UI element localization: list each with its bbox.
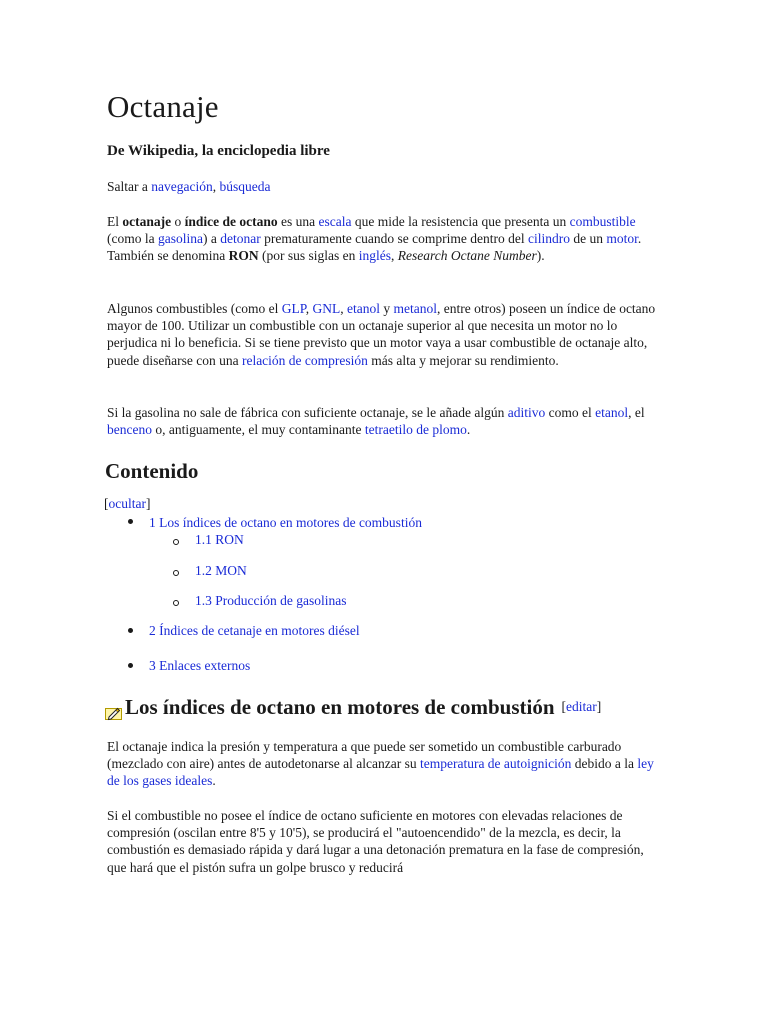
text: o	[171, 214, 185, 229]
text: Si la gasolina no sale de fábrica con suficiente octanaje, se le añade algún	[107, 405, 508, 420]
bold-term-indice: índice de octano	[184, 214, 278, 229]
toc-hide-link[interactable]: ocultar	[108, 496, 146, 511]
toc-toggle	[104, 495, 150, 512]
additives-paragraph	[107, 404, 659, 438]
text: ,	[305, 301, 313, 316]
text: Si el combustible no posee el índice de octano suficiente en motores con elevadas relaciones de compresión (oscilan entre 8'5 y 10'5), se producirá el "autoencendido" de la mezcla, es decir, la combustión es demasiado rápida y dará lugar a una detonación prematura en la fase de compresión, que hará que el pistón sufra un golpe brusco y reducirá	[107, 808, 644, 875]
section-paragraph-2	[107, 807, 659, 876]
bullet-circle-icon	[173, 539, 179, 545]
text: es una	[277, 214, 319, 229]
link-metanol[interactable]: metanol	[393, 301, 437, 316]
toc-item-1-1[interactable]: 1.1 RON	[195, 532, 244, 547]
link-gasolina[interactable]: gasolina	[157, 231, 203, 247]
bullet-disc-icon	[128, 663, 133, 668]
toc-item-1[interactable]: 1 Los índices de octano en motores de combustión	[149, 515, 422, 530]
text: ) a	[202, 231, 221, 247]
link-motor[interactable]: motor	[606, 231, 638, 247]
link-escala[interactable]: escala	[318, 214, 352, 229]
text: .	[212, 773, 216, 789]
bullet-circle-icon	[173, 570, 179, 576]
toc-item-1-3[interactable]: 1.3 Producción de gasolinas	[195, 593, 347, 608]
link-glp[interactable]: GLP	[281, 301, 306, 316]
bracket: ]	[596, 699, 602, 714]
intro-paragraph	[107, 213, 659, 265]
jump-prefix: Saltar a	[107, 179, 152, 194]
text: . También se denomina	[107, 231, 642, 264]
text: , el	[628, 405, 645, 420]
fuels-paragraph	[107, 300, 659, 369]
link-benceno[interactable]: benceno	[107, 422, 152, 438]
section-paragraph-1	[107, 738, 659, 790]
text: ,	[340, 301, 347, 316]
text: (como la	[107, 231, 158, 247]
link-ingles[interactable]: inglés	[358, 248, 392, 264]
text: más alta y mejorar su rendimiento.	[367, 352, 559, 368]
bullet-circle-icon	[173, 600, 179, 606]
section-title: Los índices de octano en motores de combustión	[125, 695, 555, 719]
italic-english-name: Research Octane Number	[397, 248, 537, 264]
bold-term-ron: RON	[228, 248, 259, 264]
page-subtitle: De Wikipedia, la enciclopedia libre	[107, 143, 330, 159]
toc-item-1-2[interactable]: 1.2 MON	[195, 563, 247, 578]
text: ,	[391, 248, 398, 264]
text: .	[466, 422, 471, 438]
jump-separator: ,	[212, 179, 220, 194]
search-link[interactable]: búsqueda	[219, 179, 271, 194]
link-gnl[interactable]: GNL	[312, 301, 341, 316]
bullet-disc-icon	[128, 628, 133, 633]
text: y	[380, 301, 394, 316]
section-heading	[105, 694, 601, 720]
bold-term-octanaje: octanaje	[122, 214, 172, 229]
link-tetraetilo-plomo[interactable]: tetraetilo de plomo	[364, 422, 467, 438]
page-title: Octanaje	[107, 89, 219, 124]
edit-section	[562, 694, 602, 720]
pencil-icon	[105, 701, 123, 715]
toc-title: Contenido	[105, 459, 199, 483]
text: ).	[536, 248, 545, 264]
link-ley-gases-ideales[interactable]: ley de los gases ideales	[107, 756, 654, 789]
text: El	[107, 214, 123, 229]
bracket: ]	[145, 496, 151, 511]
navigation-link[interactable]: navegación	[151, 179, 213, 194]
text: debido a la	[571, 756, 638, 772]
text: de un	[570, 231, 607, 247]
link-etanol[interactable]: etanol	[595, 405, 629, 420]
toc-item-3[interactable]: 3 Enlaces externos	[149, 658, 251, 673]
bracket: [	[104, 496, 109, 511]
toc-item-2[interactable]: 2 Índices de cetanaje en motores diésel	[149, 623, 360, 638]
edit-link[interactable]: editar	[566, 699, 597, 714]
text: El octanaje indica la presión y temperatura a que puede ser sometido un combustible carburado (mezclado con aire) antes de autodetonarse al alcanzar su	[107, 739, 622, 772]
text: (por sus siglas en	[258, 248, 359, 264]
jump-links	[107, 178, 270, 195]
link-cilindro[interactable]: cilindro	[528, 231, 570, 247]
link-temperatura-autoignicion[interactable]: temperatura de autoignición	[419, 756, 572, 772]
bracket: [	[561, 699, 567, 714]
link-etanol[interactable]: etanol	[347, 301, 380, 316]
link-aditivo[interactable]: aditivo	[507, 405, 546, 420]
link-detonar[interactable]: detonar	[220, 231, 261, 247]
text: como el	[545, 405, 596, 420]
link-relacion-compresion[interactable]: relación de compresión	[241, 352, 368, 368]
link-combustible[interactable]: combustible	[569, 214, 636, 229]
text: que mide la resistencia que presenta un	[351, 214, 570, 229]
text: Algunos combustibles (como el	[107, 301, 282, 316]
text: , entre otros) poseen un índice de octano mayor de 100. Utilizar un combustible con un octanaje superior al que necesita un motor no lo perjudica ni lo beneficia. Si se tiene previsto que un motor vaya a usar combustible de octanaje alto, puede diseñarse con una	[107, 301, 656, 368]
text: prematuramente cuando se comprime dentro del	[260, 231, 528, 247]
text: o, antiguamente, el muy contaminante	[151, 422, 365, 438]
bullet-disc-icon	[128, 519, 133, 524]
